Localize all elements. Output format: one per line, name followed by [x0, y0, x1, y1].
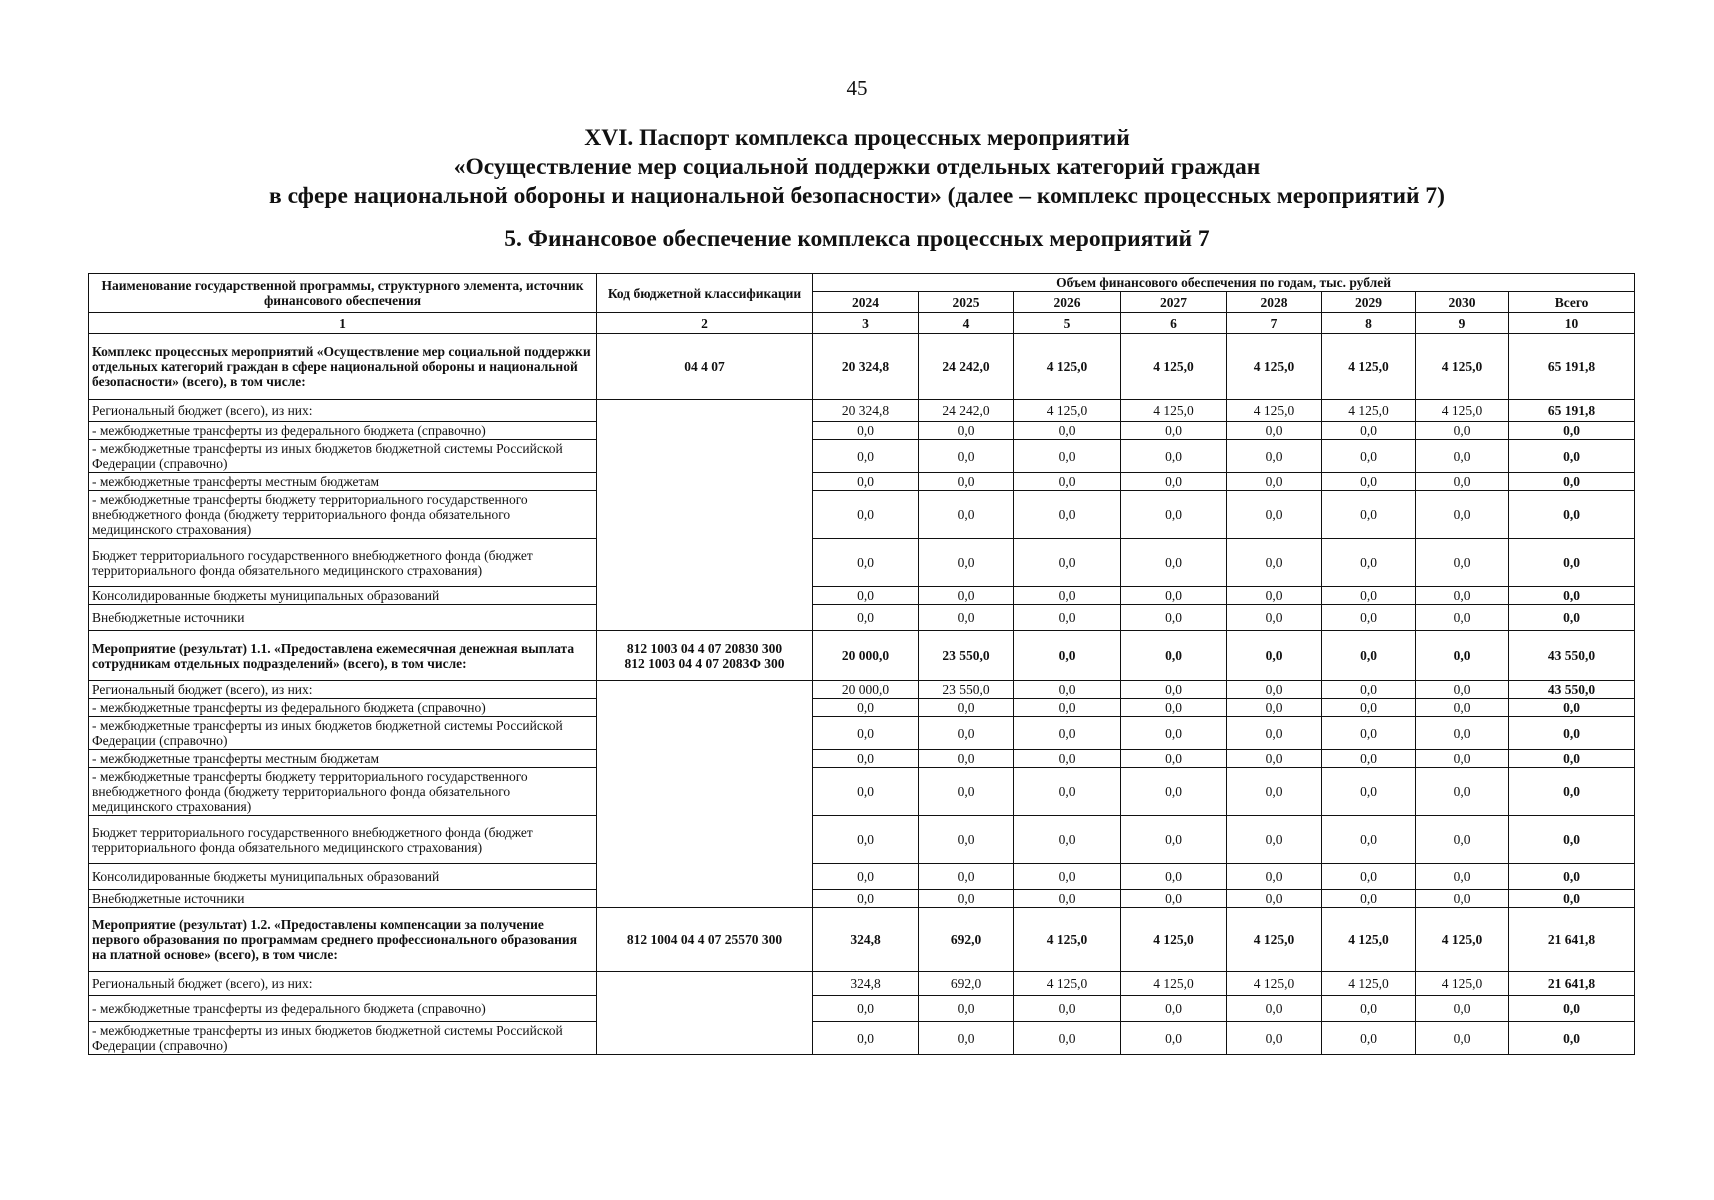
year-value: 0,0 — [813, 699, 919, 717]
budget-code-line: 812 1003 04 4 07 20830 300 — [626, 640, 783, 656]
year-value: 4 125,0 — [1014, 400, 1121, 422]
year-value: 0,0 — [1121, 890, 1227, 908]
group-row — [89, 908, 1635, 972]
year-value: 4 125,0 — [1014, 908, 1121, 972]
document-title — [0, 124, 1714, 211]
year-value: 0,0 — [1121, 681, 1227, 699]
source-name: Региональный бюджет (всего), из них: — [89, 681, 597, 699]
year-value: 0,0 — [1227, 631, 1322, 681]
source-row — [89, 605, 1635, 631]
total-value: 21 641,8 — [1509, 908, 1635, 972]
year-value: 4 125,0 — [1322, 972, 1416, 996]
year-header: 2030 — [1416, 292, 1509, 313]
source-row — [89, 996, 1635, 1022]
year-value: 0,0 — [1121, 750, 1227, 768]
year-value: 23 550,0 — [919, 681, 1014, 699]
year-value: 0,0 — [1014, 816, 1121, 864]
year-value: 0,0 — [813, 816, 919, 864]
source-row — [89, 587, 1635, 605]
total-value: 0,0 — [1509, 605, 1635, 631]
year-value: 0,0 — [919, 1022, 1014, 1055]
source-row — [89, 422, 1635, 440]
group-title: Мероприятие (результат) 1.1. «Предоставлена ежемесячная денежная выплата сотрудникам отдельных подразделений» (всего), в том числе: — [89, 631, 597, 681]
year-value: 0,0 — [1322, 1022, 1416, 1055]
year-value: 0,0 — [1322, 996, 1416, 1022]
year-value: 0,0 — [1416, 587, 1509, 605]
year-value: 4 125,0 — [1014, 334, 1121, 400]
year-value: 0,0 — [1416, 1022, 1509, 1055]
source-row — [89, 717, 1635, 750]
year-value: 0,0 — [1121, 717, 1227, 750]
year-value: 4 125,0 — [1121, 334, 1227, 400]
year-value: 0,0 — [1227, 587, 1322, 605]
column-number-row — [89, 313, 1635, 334]
year-value: 0,0 — [813, 890, 919, 908]
total-value: 0,0 — [1509, 717, 1635, 750]
year-value: 4 125,0 — [1322, 334, 1416, 400]
year-value: 0,0 — [813, 1022, 919, 1055]
year-value: 0,0 — [1227, 539, 1322, 587]
year-value: 20 324,8 — [813, 400, 919, 422]
year-value: 0,0 — [813, 605, 919, 631]
year-value: 4 125,0 — [1322, 400, 1416, 422]
year-value: 0,0 — [1322, 717, 1416, 750]
year-header: 2026 — [1014, 292, 1121, 313]
year-value: 0,0 — [1322, 768, 1416, 816]
source-row — [89, 473, 1635, 491]
header-name: Наименование государственной программы, структурного элемента, источник финансового обеспечения — [89, 274, 597, 313]
year-value: 0,0 — [1322, 422, 1416, 440]
header-code: Код бюджетной классификации — [597, 274, 813, 313]
year-value: 0,0 — [1121, 440, 1227, 473]
source-name: Внебюджетные источники — [89, 605, 597, 631]
year-value: 0,0 — [919, 864, 1014, 890]
source-row — [89, 400, 1635, 422]
year-value: 0,0 — [1227, 605, 1322, 631]
year-value: 0,0 — [1121, 864, 1227, 890]
year-value: 0,0 — [813, 717, 919, 750]
year-value: 0,0 — [1227, 717, 1322, 750]
total-value: 0,0 — [1509, 422, 1635, 440]
title-line: «Осуществление мер социальной поддержки отдельных категорий граждан — [453, 154, 1261, 180]
year-value: 0,0 — [919, 816, 1014, 864]
year-value: 0,0 — [813, 422, 919, 440]
year-value: 0,0 — [919, 539, 1014, 587]
year-value: 324,8 — [813, 972, 919, 996]
year-value: 4 125,0 — [1416, 400, 1509, 422]
year-value: 4 125,0 — [1014, 972, 1121, 996]
total-value: 0,0 — [1509, 750, 1635, 768]
total-value: 0,0 — [1509, 890, 1635, 908]
year-value: 0,0 — [1416, 699, 1509, 717]
year-value: 692,0 — [919, 972, 1014, 996]
year-value: 692,0 — [919, 908, 1014, 972]
year-value: 0,0 — [1322, 864, 1416, 890]
year-value: 0,0 — [1227, 816, 1322, 864]
year-value: 0,0 — [813, 768, 919, 816]
year-value: 0,0 — [1227, 681, 1322, 699]
year-value: 0,0 — [1227, 864, 1322, 890]
year-value: 0,0 — [919, 440, 1014, 473]
budget-code-empty — [597, 400, 813, 631]
year-value: 0,0 — [1416, 816, 1509, 864]
year-value: 0,0 — [1227, 440, 1322, 473]
group-title: Комплекс процессных мероприятий «Осуществление мер социальной поддержки отдельных категорий граждан в сфере национальной обороны и национальной безопасности» (всего), в том числе: — [89, 334, 597, 400]
year-value: 0,0 — [813, 539, 919, 587]
total-value: 43 550,0 — [1509, 681, 1635, 699]
source-row — [89, 681, 1635, 699]
budget-code: 04 4 07 — [597, 334, 813, 400]
year-value: 0,0 — [1014, 768, 1121, 816]
year-header: 2029 — [1322, 292, 1416, 313]
title-line: в сфере национальной обороны и национальной безопасности» (далее – комплекс процессных мероприятий 7) — [269, 183, 1445, 209]
year-value: 4 125,0 — [1416, 908, 1509, 972]
column-number: 6 — [1121, 313, 1227, 334]
year-header: 2027 — [1121, 292, 1227, 313]
year-value: 4 125,0 — [1227, 334, 1322, 400]
year-value: 0,0 — [1322, 681, 1416, 699]
year-value: 0,0 — [1014, 1022, 1121, 1055]
year-value: 0,0 — [1227, 491, 1322, 539]
year-value: 0,0 — [813, 440, 919, 473]
year-value: 24 242,0 — [919, 334, 1014, 400]
budget-code-line: 812 1003 04 4 07 2083Ф 300 — [624, 655, 785, 671]
total-value: 0,0 — [1509, 768, 1635, 816]
year-value: 4 125,0 — [1416, 334, 1509, 400]
source-name: Внебюджетные источники — [89, 890, 597, 908]
year-value: 0,0 — [813, 750, 919, 768]
source-name: Региональный бюджет (всего), из них: — [89, 972, 597, 996]
source-name: - межбюджетные трансферты бюджету территориального государственного внебюджетного фонда (бюджету территориального фонда обязательного медицинского страхования) — [89, 768, 597, 816]
source-name: Консолидированные бюджеты муниципальных образований — [89, 864, 597, 890]
year-value: 0,0 — [1227, 890, 1322, 908]
source-name: Региональный бюджет (всего), из них: — [89, 400, 597, 422]
column-number: 4 — [919, 313, 1014, 334]
year-value: 0,0 — [1416, 717, 1509, 750]
year-value: 0,0 — [919, 699, 1014, 717]
year-value: 0,0 — [1014, 587, 1121, 605]
budget-code-empty — [597, 972, 813, 1055]
budget-code-empty — [597, 681, 813, 908]
year-value: 0,0 — [1227, 750, 1322, 768]
total-value: 65 191,8 — [1509, 400, 1635, 422]
year-value: 0,0 — [1121, 605, 1227, 631]
year-value: 0,0 — [1121, 1022, 1227, 1055]
total-value: 21 641,8 — [1509, 972, 1635, 996]
source-name: - межбюджетные трансферты из федерального бюджета (справочно) — [89, 996, 597, 1022]
source-name: - межбюджетные трансферты из иных бюджетов бюджетной системы Российской Федерации (справочно) — [89, 440, 597, 473]
year-value: 0,0 — [1014, 699, 1121, 717]
total-value: 0,0 — [1509, 699, 1635, 717]
total-value: 0,0 — [1509, 816, 1635, 864]
year-value: 20 000,0 — [813, 631, 919, 681]
source-row — [89, 864, 1635, 890]
year-value: 0,0 — [1322, 491, 1416, 539]
year-value: 0,0 — [1227, 1022, 1322, 1055]
year-value: 0,0 — [1416, 539, 1509, 587]
year-value: 0,0 — [1014, 717, 1121, 750]
year-value: 4 125,0 — [1121, 908, 1227, 972]
total-value: 0,0 — [1509, 473, 1635, 491]
source-row — [89, 750, 1635, 768]
year-value: 0,0 — [1014, 631, 1121, 681]
year-value: 0,0 — [1121, 768, 1227, 816]
page-number: 45 — [846, 76, 868, 100]
year-value: 4 125,0 — [1121, 972, 1227, 996]
year-value: 0,0 — [1416, 422, 1509, 440]
source-row — [89, 440, 1635, 473]
year-value: 0,0 — [1014, 491, 1121, 539]
year-value: 0,0 — [1227, 768, 1322, 816]
source-name: - межбюджетные трансферты бюджету территориального государственного внебюджетного фонда (бюджету территориального фонда обязательного медицинского страхования) — [89, 491, 597, 539]
financing-table — [88, 273, 1635, 1055]
year-value: 0,0 — [1121, 631, 1227, 681]
year-value: 0,0 — [1322, 539, 1416, 587]
column-number: 10 — [1509, 313, 1635, 334]
source-row — [89, 768, 1635, 816]
source-row — [89, 699, 1635, 717]
year-value: 0,0 — [1416, 473, 1509, 491]
source-name: Бюджет территориального государственного внебюджетного фонда (бюджет территориального фонда обязательного медицинского страхования) — [89, 539, 597, 587]
year-value: 0,0 — [1322, 750, 1416, 768]
source-name: Консолидированные бюджеты муниципальных образований — [89, 587, 597, 605]
year-value: 0,0 — [919, 491, 1014, 539]
year-value: 0,0 — [813, 491, 919, 539]
year-value: 0,0 — [1014, 440, 1121, 473]
source-name: - межбюджетные трансферты из федерального бюджета (справочно) — [89, 699, 597, 717]
column-number: 8 — [1322, 313, 1416, 334]
year-value: 0,0 — [1014, 605, 1121, 631]
year-value: 0,0 — [1121, 422, 1227, 440]
column-number: 7 — [1227, 313, 1322, 334]
source-row — [89, 890, 1635, 908]
year-value: 0,0 — [919, 422, 1014, 440]
source-name: Бюджет территориального государственного внебюджетного фонда (бюджет территориального фонда обязательного медицинского страхования) — [89, 816, 597, 864]
year-value: 0,0 — [1227, 473, 1322, 491]
year-value: 0,0 — [813, 587, 919, 605]
total-value: 43 550,0 — [1509, 631, 1635, 681]
year-value: 4 125,0 — [1322, 908, 1416, 972]
year-value: 4 125,0 — [1227, 972, 1322, 996]
year-value: 0,0 — [919, 605, 1014, 631]
total-value: 0,0 — [1509, 491, 1635, 539]
header-volume: Объем финансового обеспечения по годам, тыс. рублей — [813, 274, 1635, 292]
group-row — [89, 631, 1635, 681]
source-row — [89, 539, 1635, 587]
total-value: 0,0 — [1509, 1022, 1635, 1055]
year-value: 4 125,0 — [1416, 972, 1509, 996]
year-value: 0,0 — [1227, 422, 1322, 440]
year-value: 0,0 — [1416, 491, 1509, 539]
year-value: 0,0 — [1416, 681, 1509, 699]
year-value: 0,0 — [919, 587, 1014, 605]
year-value: 4 125,0 — [1121, 400, 1227, 422]
year-value: 0,0 — [1121, 816, 1227, 864]
title-line: XVI. Паспорт комплекса процессных мероприятий — [584, 125, 1130, 151]
budget-code: 812 1004 04 4 07 25570 300 — [597, 908, 813, 972]
year-value: 0,0 — [1322, 587, 1416, 605]
group-row — [89, 334, 1635, 400]
year-value: 0,0 — [1416, 768, 1509, 816]
year-value: 0,0 — [813, 473, 919, 491]
year-value: 0,0 — [1322, 473, 1416, 491]
year-value: 0,0 — [1322, 699, 1416, 717]
year-header: 2028 — [1227, 292, 1322, 313]
column-number: 3 — [813, 313, 919, 334]
year-value: 0,0 — [1121, 491, 1227, 539]
source-row — [89, 816, 1635, 864]
total-value: 0,0 — [1509, 864, 1635, 890]
year-value: 0,0 — [919, 768, 1014, 816]
source-name: - межбюджетные трансферты местным бюджетам — [89, 750, 597, 768]
year-value: 0,0 — [813, 864, 919, 890]
source-name: - межбюджетные трансферты из иных бюджетов бюджетной системы Российской Федерации (справочно) — [89, 1022, 597, 1055]
year-value: 0,0 — [1322, 440, 1416, 473]
column-number: 9 — [1416, 313, 1509, 334]
year-value: 0,0 — [1014, 864, 1121, 890]
budget-code — [597, 631, 813, 681]
year-value: 324,8 — [813, 908, 919, 972]
source-name: - межбюджетные трансферты из федерального бюджета (справочно) — [89, 422, 597, 440]
year-value: 0,0 — [1014, 996, 1121, 1022]
year-value: 0,0 — [1121, 587, 1227, 605]
year-value: 4 125,0 — [1227, 908, 1322, 972]
year-value: 0,0 — [1416, 440, 1509, 473]
year-value: 0,0 — [1014, 539, 1121, 587]
year-value: 0,0 — [1227, 699, 1322, 717]
source-name: - межбюджетные трансферты из иных бюджетов бюджетной системы Российской Федерации (справочно) — [89, 717, 597, 750]
total-value: 0,0 — [1509, 996, 1635, 1022]
year-value: 0,0 — [1322, 816, 1416, 864]
year-value: 0,0 — [919, 890, 1014, 908]
year-value: 20 324,8 — [813, 334, 919, 400]
year-value: 0,0 — [1322, 605, 1416, 631]
year-value: 0,0 — [1014, 473, 1121, 491]
year-value: 0,0 — [1014, 681, 1121, 699]
year-value: 0,0 — [1416, 631, 1509, 681]
year-value: 0,0 — [1121, 473, 1227, 491]
year-value: 0,0 — [1322, 631, 1416, 681]
year-value: 0,0 — [919, 717, 1014, 750]
year-value: 0,0 — [1322, 890, 1416, 908]
year-value: 0,0 — [1121, 539, 1227, 587]
year-value: 0,0 — [919, 473, 1014, 491]
year-value: 0,0 — [1121, 699, 1227, 717]
year-value: 0,0 — [1014, 890, 1121, 908]
year-header: 2025 — [919, 292, 1014, 313]
group-title: Мероприятие (результат) 1.2. «Предоставлены компенсации за получение первого образования по программам среднего профессионального образования на платной основе» (всего), в том числе: — [89, 908, 597, 972]
source-row — [89, 1022, 1635, 1055]
year-value: 0,0 — [1416, 605, 1509, 631]
year-value: 0,0 — [1014, 750, 1121, 768]
year-value: 0,0 — [1121, 996, 1227, 1022]
column-number: 1 — [89, 313, 597, 334]
source-row — [89, 972, 1635, 996]
year-value: 20 000,0 — [813, 681, 919, 699]
year-value: 23 550,0 — [919, 631, 1014, 681]
year-value: 0,0 — [1416, 864, 1509, 890]
year-value: 0,0 — [813, 996, 919, 1022]
year-value: 0,0 — [919, 996, 1014, 1022]
year-value: 0,0 — [1416, 996, 1509, 1022]
source-name: - межбюджетные трансферты местным бюджетам — [89, 473, 597, 491]
total-header: Всего — [1509, 292, 1635, 313]
year-value: 0,0 — [1014, 422, 1121, 440]
total-value: 0,0 — [1509, 539, 1635, 587]
source-row — [89, 491, 1635, 539]
year-value: 0,0 — [1416, 890, 1509, 908]
total-value: 0,0 — [1509, 440, 1635, 473]
year-value: 24 242,0 — [919, 400, 1014, 422]
year-value: 4 125,0 — [1227, 400, 1322, 422]
total-value: 0,0 — [1509, 587, 1635, 605]
section-subtitle: 5. Финансовое обеспечение комплекса процессных мероприятий 7 — [504, 226, 1210, 252]
column-number: 2 — [597, 313, 813, 334]
year-value: 0,0 — [1227, 996, 1322, 1022]
year-header: 2024 — [813, 292, 919, 313]
year-value: 0,0 — [1416, 750, 1509, 768]
year-value: 0,0 — [919, 750, 1014, 768]
total-value: 65 191,8 — [1509, 334, 1635, 400]
column-number: 5 — [1014, 313, 1121, 334]
